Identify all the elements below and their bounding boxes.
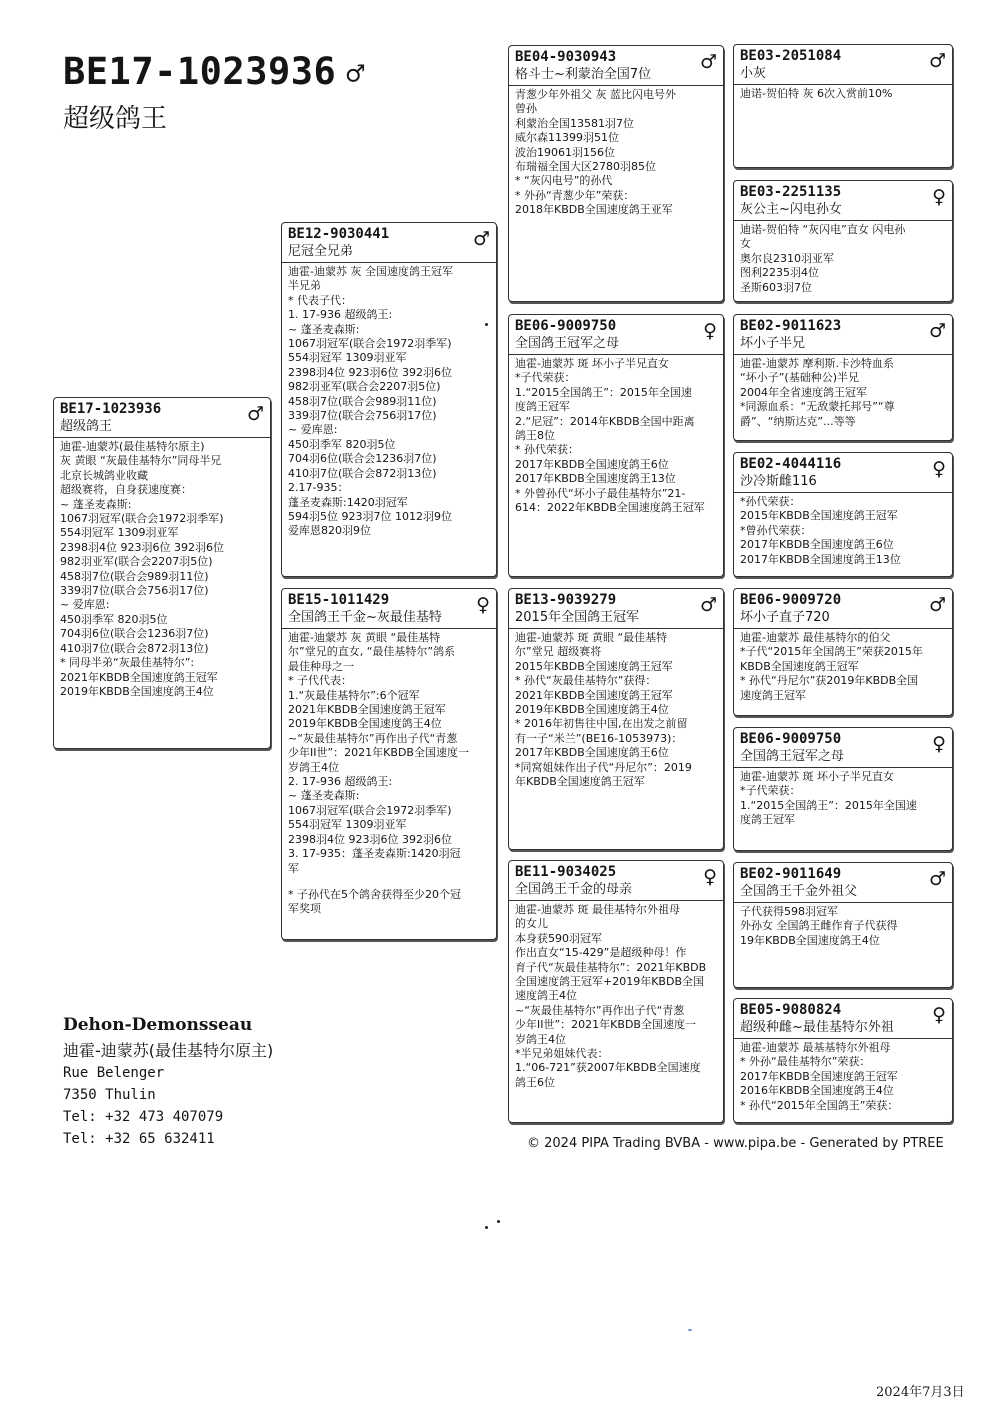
ring-number: BE06-9009750 xyxy=(515,318,617,334)
card-header xyxy=(509,861,723,901)
main-subtitle: 超级鸽王 xyxy=(63,104,168,134)
description-line: ~ 爱库恩: xyxy=(60,598,110,612)
card-dam-dam-sire xyxy=(733,862,953,988)
ring-number: BE04-9030943 xyxy=(515,49,617,65)
main-ring-number: BE17-1023936 xyxy=(63,50,337,93)
description-line: 2017年KBDB全国速度鸽王6位 xyxy=(515,746,669,760)
description-line: 410羽7位(联合会872羽13位) xyxy=(288,466,437,480)
description-line: 子代获得598羽冠军 xyxy=(740,905,838,918)
description-line: 1.“06-721”获2007年KBDB全国速度 xyxy=(515,1061,701,1075)
description-line: 704羽6位(联合会1236羽7位) xyxy=(288,452,437,466)
description-line: *曾孙代荣获： xyxy=(740,523,812,537)
pigeon-name: 全国鸽王千金~灰最佳基特 xyxy=(288,610,442,625)
female-symbol-icon: ♀ xyxy=(703,320,717,342)
description-line: 1.“2015全国鸽王”：2015年全国速 xyxy=(515,385,692,399)
description-line: *子代荣获： xyxy=(515,371,576,385)
description-line: 尔”堂兄的直女, “最佳基特尔”鸽系 xyxy=(288,645,456,659)
description-line: *同窝姐妹作出子代“丹尼尔”：2019 xyxy=(515,760,692,774)
description-line: 1. 17-936 超级鸽王: xyxy=(288,308,393,322)
description-line: 度鸽王冠军 xyxy=(515,400,570,414)
ring-number: BE15-1011429 xyxy=(288,592,390,608)
blank-line xyxy=(288,876,490,888)
description-line: * 代表子代： xyxy=(288,293,352,307)
description-line: 灰 黄眼 “灰最佳基特尔”同母半兄 xyxy=(60,454,222,468)
description-line: 339羽7位(联合会756羽17位) xyxy=(60,584,209,598)
description-line: ~“灰最佳基特尔”再作出子代“青葱 xyxy=(515,1003,685,1017)
female-symbol-icon: ♀ xyxy=(703,866,717,888)
ring-number: BE13-9039279 xyxy=(515,592,617,608)
scan-speck xyxy=(688,1329,692,1331)
scan-speck xyxy=(497,1220,500,1223)
description-line: 本身获590羽冠军 xyxy=(515,931,602,945)
description-line: 2. 17-936 超级鸽王: xyxy=(288,775,393,789)
pigeon-name: 坏小子直子720 xyxy=(740,610,830,625)
card-header xyxy=(734,453,952,493)
description-line: * 孙代“2015年全国鸽王”荣获： xyxy=(740,1098,899,1112)
description-line: * “灰闪电号”的孙代 xyxy=(515,174,613,188)
description-line: 1067羽冠军(联合会1972羽季军) xyxy=(60,512,224,526)
card-header xyxy=(509,315,723,355)
card-description xyxy=(734,903,952,950)
pigeon-name: 尼冠全兄弟 xyxy=(288,244,354,259)
card-header xyxy=(509,589,723,629)
ring-number: BE12-9030441 xyxy=(288,226,390,242)
pigeon-name: 坏小子半兄 xyxy=(740,336,806,351)
female-symbol-icon: ♀ xyxy=(932,458,946,480)
description-line: 最佳种母之一 xyxy=(288,659,354,673)
male-symbol-icon: ♂ xyxy=(928,594,946,616)
description-line: 1067羽冠军(联合会1972羽季军) xyxy=(288,803,452,817)
pigeon-name: 格斗士~利蒙治全国7位 xyxy=(515,67,652,82)
description-line: 半兄弟 xyxy=(288,279,321,293)
male-symbol-icon: ♂ xyxy=(699,51,717,73)
card-header xyxy=(734,728,952,768)
description-line: 2018年KBDB全国速度鸽王亚军 xyxy=(515,203,673,217)
description-line: 迪霍-迪蒙苏 最佳基特尔的伯父 xyxy=(740,631,891,644)
main-title xyxy=(63,50,365,93)
card-description xyxy=(282,263,496,541)
description-line: *同源血系：“无敌蒙托邦号”“尊 xyxy=(740,400,895,414)
description-line: 458羽7位(联合会989羽11位) xyxy=(60,569,209,583)
female-symbol-icon: ♀ xyxy=(476,594,490,616)
male-symbol-icon: ♂ xyxy=(928,50,946,72)
description-line: ~ 蓬圣麦森斯: xyxy=(288,789,360,803)
card-header xyxy=(282,223,496,263)
description-line: 迪霍-迪蒙苏(最佳基特尔原主) xyxy=(60,440,205,453)
description-line: 北京长城鸽业收藏 xyxy=(60,468,148,482)
pigeon-name: 全国鸽王冠军之母 xyxy=(740,749,845,764)
description-line: *子代“2015年全国鸽王”荣获2015年 xyxy=(740,645,923,659)
description-line: 迪诺-贺伯特 灰 6次入赏前10% xyxy=(740,87,893,100)
card-dam-sire-dam xyxy=(733,727,953,851)
description-line: * 外曾孙代“坏小子最佳基特尔”21- xyxy=(515,486,686,500)
ring-number: BE03-2051084 xyxy=(740,48,842,64)
ring-number: BE11-9034025 xyxy=(515,864,617,880)
breeder-phone-2: Tel: +32 65 632411 xyxy=(63,1131,215,1147)
description-line: 2398羽4位 923羽6位 392羽6位 xyxy=(288,832,452,846)
description-line: 有一子“米兰”(BE16-1053973)： xyxy=(515,731,683,745)
card-description xyxy=(734,768,952,830)
card-dam-dam-dam xyxy=(733,998,953,1123)
pigeon-name: 超级种雌~最佳基特尔外祖 xyxy=(740,1020,894,1035)
description-line: *子代荣获： xyxy=(740,784,801,798)
description-line: 作出直女“15-429”是超级种母！作 xyxy=(515,946,687,960)
description-line: * 2016年初售往中国,在出发之前留 xyxy=(515,717,688,731)
description-line: 速度鸽王4位 xyxy=(515,989,577,1003)
card-sire xyxy=(281,222,497,577)
description-line: 迪霍-迪蒙苏 灰 全国速度鸽王冠军 xyxy=(288,265,453,278)
pigeon-name: 小灰 xyxy=(740,66,767,81)
card-sire-dam-sire xyxy=(733,314,953,441)
description-line: 2017年KBDB全国速度鸽王6位 xyxy=(515,457,669,471)
description-line: 迪霍-迪蒙苏 最基基特尔外祖母 xyxy=(740,1041,891,1054)
card-description xyxy=(734,355,952,431)
ring-number: BE02-9011649 xyxy=(740,866,842,882)
description-line: 利蒙治全国13581羽7位 xyxy=(515,116,634,130)
description-line: 2016年KBDB全国速度鸽王4位 xyxy=(740,1084,894,1098)
description-line: 迪霍-迪蒙苏 斑 最佳基特尔外祖母 xyxy=(515,903,680,916)
description-line: 2015年KBDB全国速度鸽王冠军 xyxy=(515,659,673,673)
description-line: 982羽亚军(联合会2207羽5位) xyxy=(60,555,213,569)
male-symbol-icon: ♂ xyxy=(346,57,365,92)
description-line: 迪霍-迪蒙苏 灰 黄眼 “最佳基特 xyxy=(288,631,441,644)
breeder-name-chinese: 迪霍-迪蒙苏(最佳基特尔原主) xyxy=(63,1041,274,1060)
card-header xyxy=(734,589,952,629)
card-dam xyxy=(281,588,497,940)
copyright-footer: © 2024 PIPA Trading BVBA - www.pipa.be - Generated by PTREE xyxy=(527,1136,944,1151)
description-line: 全国速度鸽王冠军+2019年KBDB全国 xyxy=(515,975,704,989)
description-line: 奥尔良2310羽亚军 xyxy=(740,251,834,265)
description-line: 2017年KBDB全国速度鸽王13位 xyxy=(740,552,901,566)
description-line: 迪霍-迪蒙苏 斑 坏小子半兄直女 xyxy=(515,357,669,370)
card-sire-sire xyxy=(508,45,724,302)
description-line: * 子孙代在5个鸽舍获得至少20个冠 xyxy=(288,887,461,901)
description-line: 女 xyxy=(740,237,751,251)
description-line: 2.17-935： xyxy=(288,481,349,495)
description-line: *孙代荣获： xyxy=(740,495,801,508)
description-line: * 外孙“最佳基特尔”荣获： xyxy=(740,1055,871,1069)
ring-number: BE06-9009750 xyxy=(740,731,842,747)
description-line: 育子代“灰最佳基特尔”：2021年KBDB xyxy=(515,960,707,974)
description-line: 2017年KBDB全国速度鸽王13位 xyxy=(515,472,676,486)
description-line: 2021年KBDB全国速度鸽王冠军 xyxy=(515,688,673,702)
card-description xyxy=(509,629,723,791)
card-subject xyxy=(53,397,271,749)
description-line: 3. 17-935：蓬圣麦森斯:1420羽冠 xyxy=(288,847,461,861)
breeder-city: 7350 Thulin xyxy=(63,1087,156,1103)
card-description xyxy=(734,1039,952,1115)
description-line: 2004年全省速度鸽王冠军 xyxy=(740,385,867,399)
description-line: 的女儿 xyxy=(515,917,548,931)
card-description xyxy=(509,355,723,517)
card-sire-dam-dam xyxy=(733,452,953,577)
card-header xyxy=(509,46,723,86)
description-line: 614：2022年KBDB全国速度鸽王冠军 xyxy=(515,501,705,515)
description-line: 蓬圣麦森斯:1420羽冠军 xyxy=(288,495,408,509)
description-line: * 孙代荣获： xyxy=(515,443,579,457)
card-sire-sire-sire xyxy=(733,44,953,168)
description-line: 军奖项 xyxy=(288,902,321,916)
pigeon-name: 全国鸽王冠军之母 xyxy=(515,336,620,351)
description-line: 鸽王6位 xyxy=(515,1075,555,1089)
description-line: 鸽王8位 xyxy=(515,429,555,443)
ring-number: BE06-9009720 xyxy=(740,592,842,608)
card-description xyxy=(734,493,952,569)
description-line: 岁鸽王4位 xyxy=(288,760,339,774)
description-line: 2017年KBDB全国速度鸽王冠军 xyxy=(740,1069,898,1083)
description-line: 410羽7位(联合会872羽13位) xyxy=(60,641,209,655)
description-line: 554羽冠军 1309羽亚军 xyxy=(288,818,407,832)
description-line: 2.“尼冠”：2014年KBDB全国中距离 xyxy=(515,414,695,428)
description-line: 布瑞福全国大区2780羽85位 xyxy=(515,160,656,174)
description-line: * 同母半弟“灰最佳基特尔”: xyxy=(60,656,195,670)
ring-number: BE03-2251135 xyxy=(740,184,842,200)
description-line: 尔”堂兄 超级赛将 xyxy=(515,645,602,659)
card-dam-dam xyxy=(508,860,724,1123)
description-line: 554羽冠军 1309羽亚军 xyxy=(60,526,179,540)
description-line: 704羽6位(联合会1236羽7位) xyxy=(60,627,209,641)
description-line: 2019年KBDB全国速度鸽王4位 xyxy=(515,703,669,717)
card-header xyxy=(734,863,952,903)
description-line: KBDB全国速度鸽王冠军 xyxy=(740,659,859,673)
pigeon-name: 全国鸽王千金的母亲 xyxy=(515,882,633,897)
description-line: 曾孙 xyxy=(515,102,537,116)
description-line: 迪诺-贺伯特 “灰闪电”直女 闪电孙 xyxy=(740,223,906,236)
description-line: 迪霍-迪蒙苏 摩利斯.卡沙特血系 xyxy=(740,357,894,370)
pigeon-name: 全国鸽王千金外祖父 xyxy=(740,884,858,899)
description-line: 1.“2015全国鸽王”：2015年全国速 xyxy=(740,798,917,812)
description-line: 982羽亚军(联合会2207羽5位) xyxy=(288,380,441,394)
ring-number: BE17-1023936 xyxy=(60,401,162,417)
female-symbol-icon: ♀ xyxy=(932,733,946,755)
description-line: * 外孙“青葱少年”荣获： xyxy=(515,188,635,202)
description-line: 339羽7位(联合会756羽17位) xyxy=(288,409,437,423)
description-line: 年KBDB全国速度鸽王冠军 xyxy=(515,775,645,789)
description-line: * 子代代表： xyxy=(288,674,352,688)
card-description xyxy=(54,438,270,701)
description-line: “坏小子”(基础种公)半兄 xyxy=(740,371,859,385)
description-line: 450羽季军 820羽5位 xyxy=(288,437,396,451)
description-line: 19年KBDB全国速度鸽王4位 xyxy=(740,933,880,947)
card-description xyxy=(509,86,723,220)
description-line: ~ 蓬圣麦森斯: xyxy=(60,497,132,511)
description-line: 外孙女 全国鸽王雌作育子代获得 xyxy=(740,919,898,933)
description-line: ~ 蓬圣麦森斯: xyxy=(288,322,360,336)
description-line: 爱库恩820羽9位 xyxy=(288,524,371,538)
card-description xyxy=(734,221,952,297)
breeder-phone-1: Tel: +32 473 407079 xyxy=(63,1109,224,1125)
description-line: 594羽5位 923羽7位 1012羽9位 xyxy=(288,509,452,523)
card-dam-sire xyxy=(508,588,724,850)
ring-number: BE02-9011623 xyxy=(740,318,842,334)
card-header xyxy=(734,999,952,1039)
description-line: 458羽7位(联合会989羽11位) xyxy=(288,394,437,408)
pigeon-name: 沙冷斯雌116 xyxy=(740,474,817,489)
male-symbol-icon: ♂ xyxy=(699,594,717,616)
card-description xyxy=(509,901,723,1092)
card-description xyxy=(734,629,952,705)
description-line: 超级赛将，自身获速度赛： xyxy=(60,483,192,497)
description-line: 速度鸽王冠军 xyxy=(740,688,806,702)
female-symbol-icon: ♀ xyxy=(932,1004,946,1026)
description-line: 2019年KBDB全国速度鸽王4位 xyxy=(288,717,442,731)
scan-speck xyxy=(485,1226,488,1229)
card-header xyxy=(734,45,952,85)
female-symbol-icon: ♀ xyxy=(932,186,946,208)
pigeon-name: 超级鸽王 xyxy=(60,419,113,434)
description-line: 圣斯603羽7位 xyxy=(740,280,812,294)
description-line: 2398羽4位 923羽6位 392羽6位 xyxy=(60,540,224,554)
description-line: 少年II世”：2021年KBDB全国速度一 xyxy=(288,746,469,760)
description-line: 波治19061羽156位 xyxy=(515,145,615,159)
description-line: 军 xyxy=(288,861,299,875)
card-sire-sire-dam xyxy=(733,180,953,302)
card-description xyxy=(734,85,952,103)
description-line: 度鸽王冠军 xyxy=(740,813,795,827)
description-line: 1.“灰最佳基特尔”:6个冠军 xyxy=(288,688,420,702)
description-line: 威尔森11399羽51位 xyxy=(515,131,619,145)
male-symbol-icon: ♂ xyxy=(472,228,490,250)
description-line: 554羽冠军 1309羽亚军 xyxy=(288,351,407,365)
description-line: 少年II世”：2021年KBDB全国速度一 xyxy=(515,1018,696,1032)
card-header xyxy=(734,315,952,355)
ring-number: BE02-4044116 xyxy=(740,456,842,472)
breeder-name: Dehon-Demonsseau xyxy=(63,1015,253,1035)
description-line: *半兄弟姐妹代表： xyxy=(515,1047,609,1061)
pigeon-name: 2015年全国鸽王冠军 xyxy=(515,610,640,625)
description-line: 图利2235羽4位 xyxy=(740,266,819,280)
print-date: 2024年7月3日 xyxy=(876,1385,965,1400)
description-line: 爵”、“纳斯达克”...等等 xyxy=(740,414,856,428)
male-symbol-icon: ♂ xyxy=(246,403,264,425)
description-line: 青葱少年外祖父 灰 蓝比闪电号外 xyxy=(515,88,676,101)
male-symbol-icon: ♂ xyxy=(928,320,946,342)
description-line: ~“灰最佳基特尔”再作出子代“青葱 xyxy=(288,731,458,745)
breeder-block xyxy=(63,1015,273,1150)
description-line: 迪霍-迪蒙苏 斑 黄眼 “最佳基特 xyxy=(515,631,668,644)
description-line: * 孙代“丹尼尔”获2019年KBDB全国 xyxy=(740,674,919,688)
card-header xyxy=(734,181,952,221)
ring-number: BE05-9080824 xyxy=(740,1002,842,1018)
description-line: 2021年KBDB全国速度鸽王冠军 xyxy=(288,703,446,717)
description-line: 岁鸽王4位 xyxy=(515,1032,566,1046)
card-header xyxy=(282,589,496,629)
description-line: 迪霍-迪蒙苏 斑 坏小子半兄直女 xyxy=(740,770,894,783)
card-sire-dam xyxy=(508,314,724,577)
description-line: 450羽季军 820羽5位 xyxy=(60,612,168,626)
description-line: 2015年KBDB全国速度鸽王冠军 xyxy=(740,509,898,523)
description-line: 1067羽冠军(联合会1972羽季军) xyxy=(288,337,452,351)
description-line: 2017年KBDB全国速度鸽王6位 xyxy=(740,538,894,552)
card-header xyxy=(54,398,270,438)
pigeon-name: 灰公主~闪电孙女 xyxy=(740,202,842,217)
description-line: 2019年KBDB全国速度鸽王4位 xyxy=(60,684,214,698)
card-description xyxy=(282,629,496,919)
description-line: 2021年KBDB全国速度鸽王冠军 xyxy=(60,670,218,684)
card-dam-sire-sire xyxy=(733,588,953,716)
description-line: ~ 爱库恩: xyxy=(288,423,338,437)
breeder-street: Rue Belenger xyxy=(63,1065,165,1081)
description-line: * 孙代“灰最佳基特尔”获得： xyxy=(515,674,657,688)
scan-speck xyxy=(485,323,488,326)
male-symbol-icon: ♂ xyxy=(928,868,946,890)
description-line: 2398羽4位 923羽6位 392羽6位 xyxy=(288,365,452,379)
